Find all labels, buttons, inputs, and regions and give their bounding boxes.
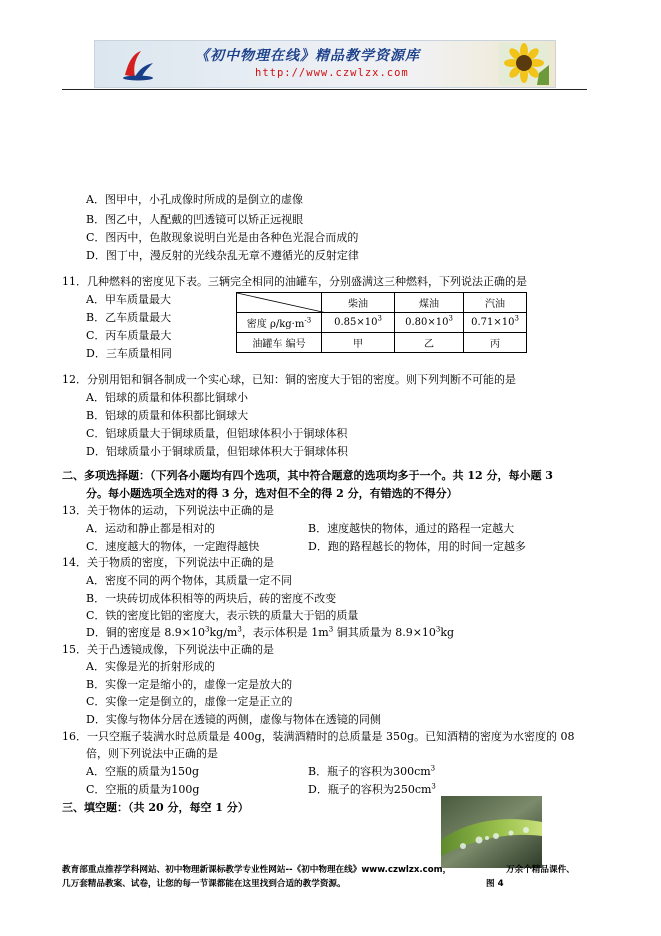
q16-option-a: A．空瓶的质量为150g [86, 765, 199, 778]
truck-c: 丙 [464, 333, 527, 353]
truck-label: 油罐车 编号 [237, 333, 322, 353]
q11-option-c: C．丙车质量最大 [86, 329, 172, 342]
q11-option-a: A．甲车质量最大 [86, 293, 171, 306]
q10-option-c: C．图丙中，色散现象说明白光是由各种色光混合而成的 [86, 231, 359, 244]
truck-b: 乙 [395, 333, 464, 353]
section3-heading: 三、填空题：（共 20 分，每空 1 分） [62, 801, 249, 814]
q16-option-c: C．空瓶的质量为100g [86, 783, 200, 796]
footer-line1-right: 万余个精品课件、 [506, 865, 575, 875]
q10-option-b: B．图乙中，人配戴的凹透镜可以矫正远视眼 [86, 213, 304, 226]
header-kerosene: 煤油 [395, 293, 464, 313]
fuel-density-table [236, 292, 527, 353]
header-diesel: 柴油 [322, 293, 395, 313]
q14-option-a: A．密度不同的两个物体，其质量一定不同 [86, 574, 292, 587]
header-banner [94, 40, 556, 88]
q12-option-c: C．铝球质量大于铜球质量，但铝球体积小于铜球体积 [86, 427, 348, 440]
footer-line2: 几万套精品教案、试卷，让您的每一节课都能在这里找到合适的教学资源。 [62, 879, 346, 889]
q12-option-b: B．铝球的质量和体积都比铜球大 [86, 409, 249, 422]
banner-title: 《初中物理在线》精品教学资源库 [195, 48, 420, 64]
q15-option-a: A．实像是光的折射形成的 [86, 660, 215, 673]
banner-url[interactable]: http://www.czwlzx.com [255, 67, 409, 79]
q13-option-c: C．速度越大的物体，一定跑得越快 [86, 540, 260, 553]
q15-option-d: D．实像与物体分居在透镜的两侧，虚像与物体在透镜的同侧 [86, 713, 381, 726]
section2-heading-line1: 二、多项选择题：（下列各小题均有四个选项，其中符合题意的选项均多于一个。共 12 分，每小题 3 [62, 469, 553, 482]
q15-option-b: B．实像一定是缩小的，虚像一定是放大的 [86, 678, 293, 691]
q14-option-b: B．一块砖切成体积相等的两块后，砖的密度不改变 [86, 592, 337, 605]
q16-option-b: B．瓶子的容积为$300cm^3$ [308, 764, 436, 778]
footer-line1-left: 教育部重点推荐学科网站、初中物理新课标教学专业性网站--《初中物理在线》www.czwlzx.com， [62, 865, 452, 875]
density-kerosene: $0.80\times 10^3$ [395, 313, 464, 333]
q14-option-c: C．铁的密度比铝的密度大，表示铁的质量大于铝的质量 [86, 609, 359, 622]
q12-option-d: D．铝球质量小于铜球质量，但铝球体积大于铜球体积 [86, 445, 348, 458]
truck-a: 甲 [322, 333, 395, 353]
q15-stem: 15．关于凸透镜成像，下列说法中正确的是 [62, 643, 274, 656]
sunflower-icon [499, 43, 549, 85]
density-gasoline: $0.71\times 10^3$ [464, 313, 527, 333]
q11-option-b: B．乙车质量最大 [86, 311, 172, 324]
q14-option-d: D．铜的密度是 $8.9\times 10^3kg/m^3$，表示体积是 $1m^3$ 铜其质量为 $8.9\times 10^3kg$ [86, 625, 455, 639]
section2-heading-line2: 分。每小题选项全选对的得 3 分，选对但不全的得 2 分，有错选的不得分） [86, 487, 458, 500]
q14-stem: 14．关于物质的密度，下列说法中正确的是 [62, 556, 274, 569]
header-gasoline: 汽油 [464, 293, 527, 313]
q11-stem: 11．几种燃料的密度见下表。三辆完全相同的油罐车，分别盛满这三种燃料，下列说法正确的是 [62, 275, 527, 288]
q16-stem-line2: 倍，则下列说法中正确的是 [86, 747, 218, 760]
figure-label: 图 4 [486, 879, 504, 889]
diagonal-line [237, 293, 327, 313]
q13-option-d: D．跑的路程越长的物体，用的时间一定越多 [308, 540, 526, 553]
density-diesel: $0.85\times 10^3$ [322, 313, 395, 333]
q15-option-c: C．实像一定是倒立的，虚像一定是正立的 [86, 695, 293, 708]
q11-option-d: D．三车质量相同 [86, 347, 172, 360]
leaf-droplet-photo [441, 796, 542, 868]
q10-option-d: D．图丁中，漫反射的光线杂乱无章不遵循光的反射定律 [86, 249, 359, 262]
q13-stem: 13．关于物体的运动，下列说法中正确的是 [62, 504, 274, 517]
q13-option-b: B．速度越快的物体，通过的路程一定越大 [308, 522, 515, 535]
table-diagonal-cell [237, 293, 322, 313]
q16-stem-line1: 16．一只空瓶子装满水时总质量是 400g，装满酒精时的总质量是 350g。已知酒精的密度为水密度的 08 [62, 730, 575, 743]
site-logo-icon [121, 49, 155, 81]
header-rule [62, 89, 587, 90]
q10-option-a: A．图甲中，小孔成像时所成的是倒立的虚像 [86, 193, 303, 206]
q16-option-d: D．瓶子的容积为$250cm^3$ [308, 782, 436, 796]
q12-option-a: A．铝球的质量和体积都比铜球小 [86, 391, 248, 404]
q13-option-a: A．运动和静止都是相对的 [86, 522, 215, 535]
q12-stem: 12．分别用铝和铜各制成一个实心球，已知：铜的密度大于铝的密度。则下列判断不可能的是 [62, 373, 516, 386]
density-label: 密度 $\rho/kg\cdot m^{-3}$ [237, 313, 322, 333]
